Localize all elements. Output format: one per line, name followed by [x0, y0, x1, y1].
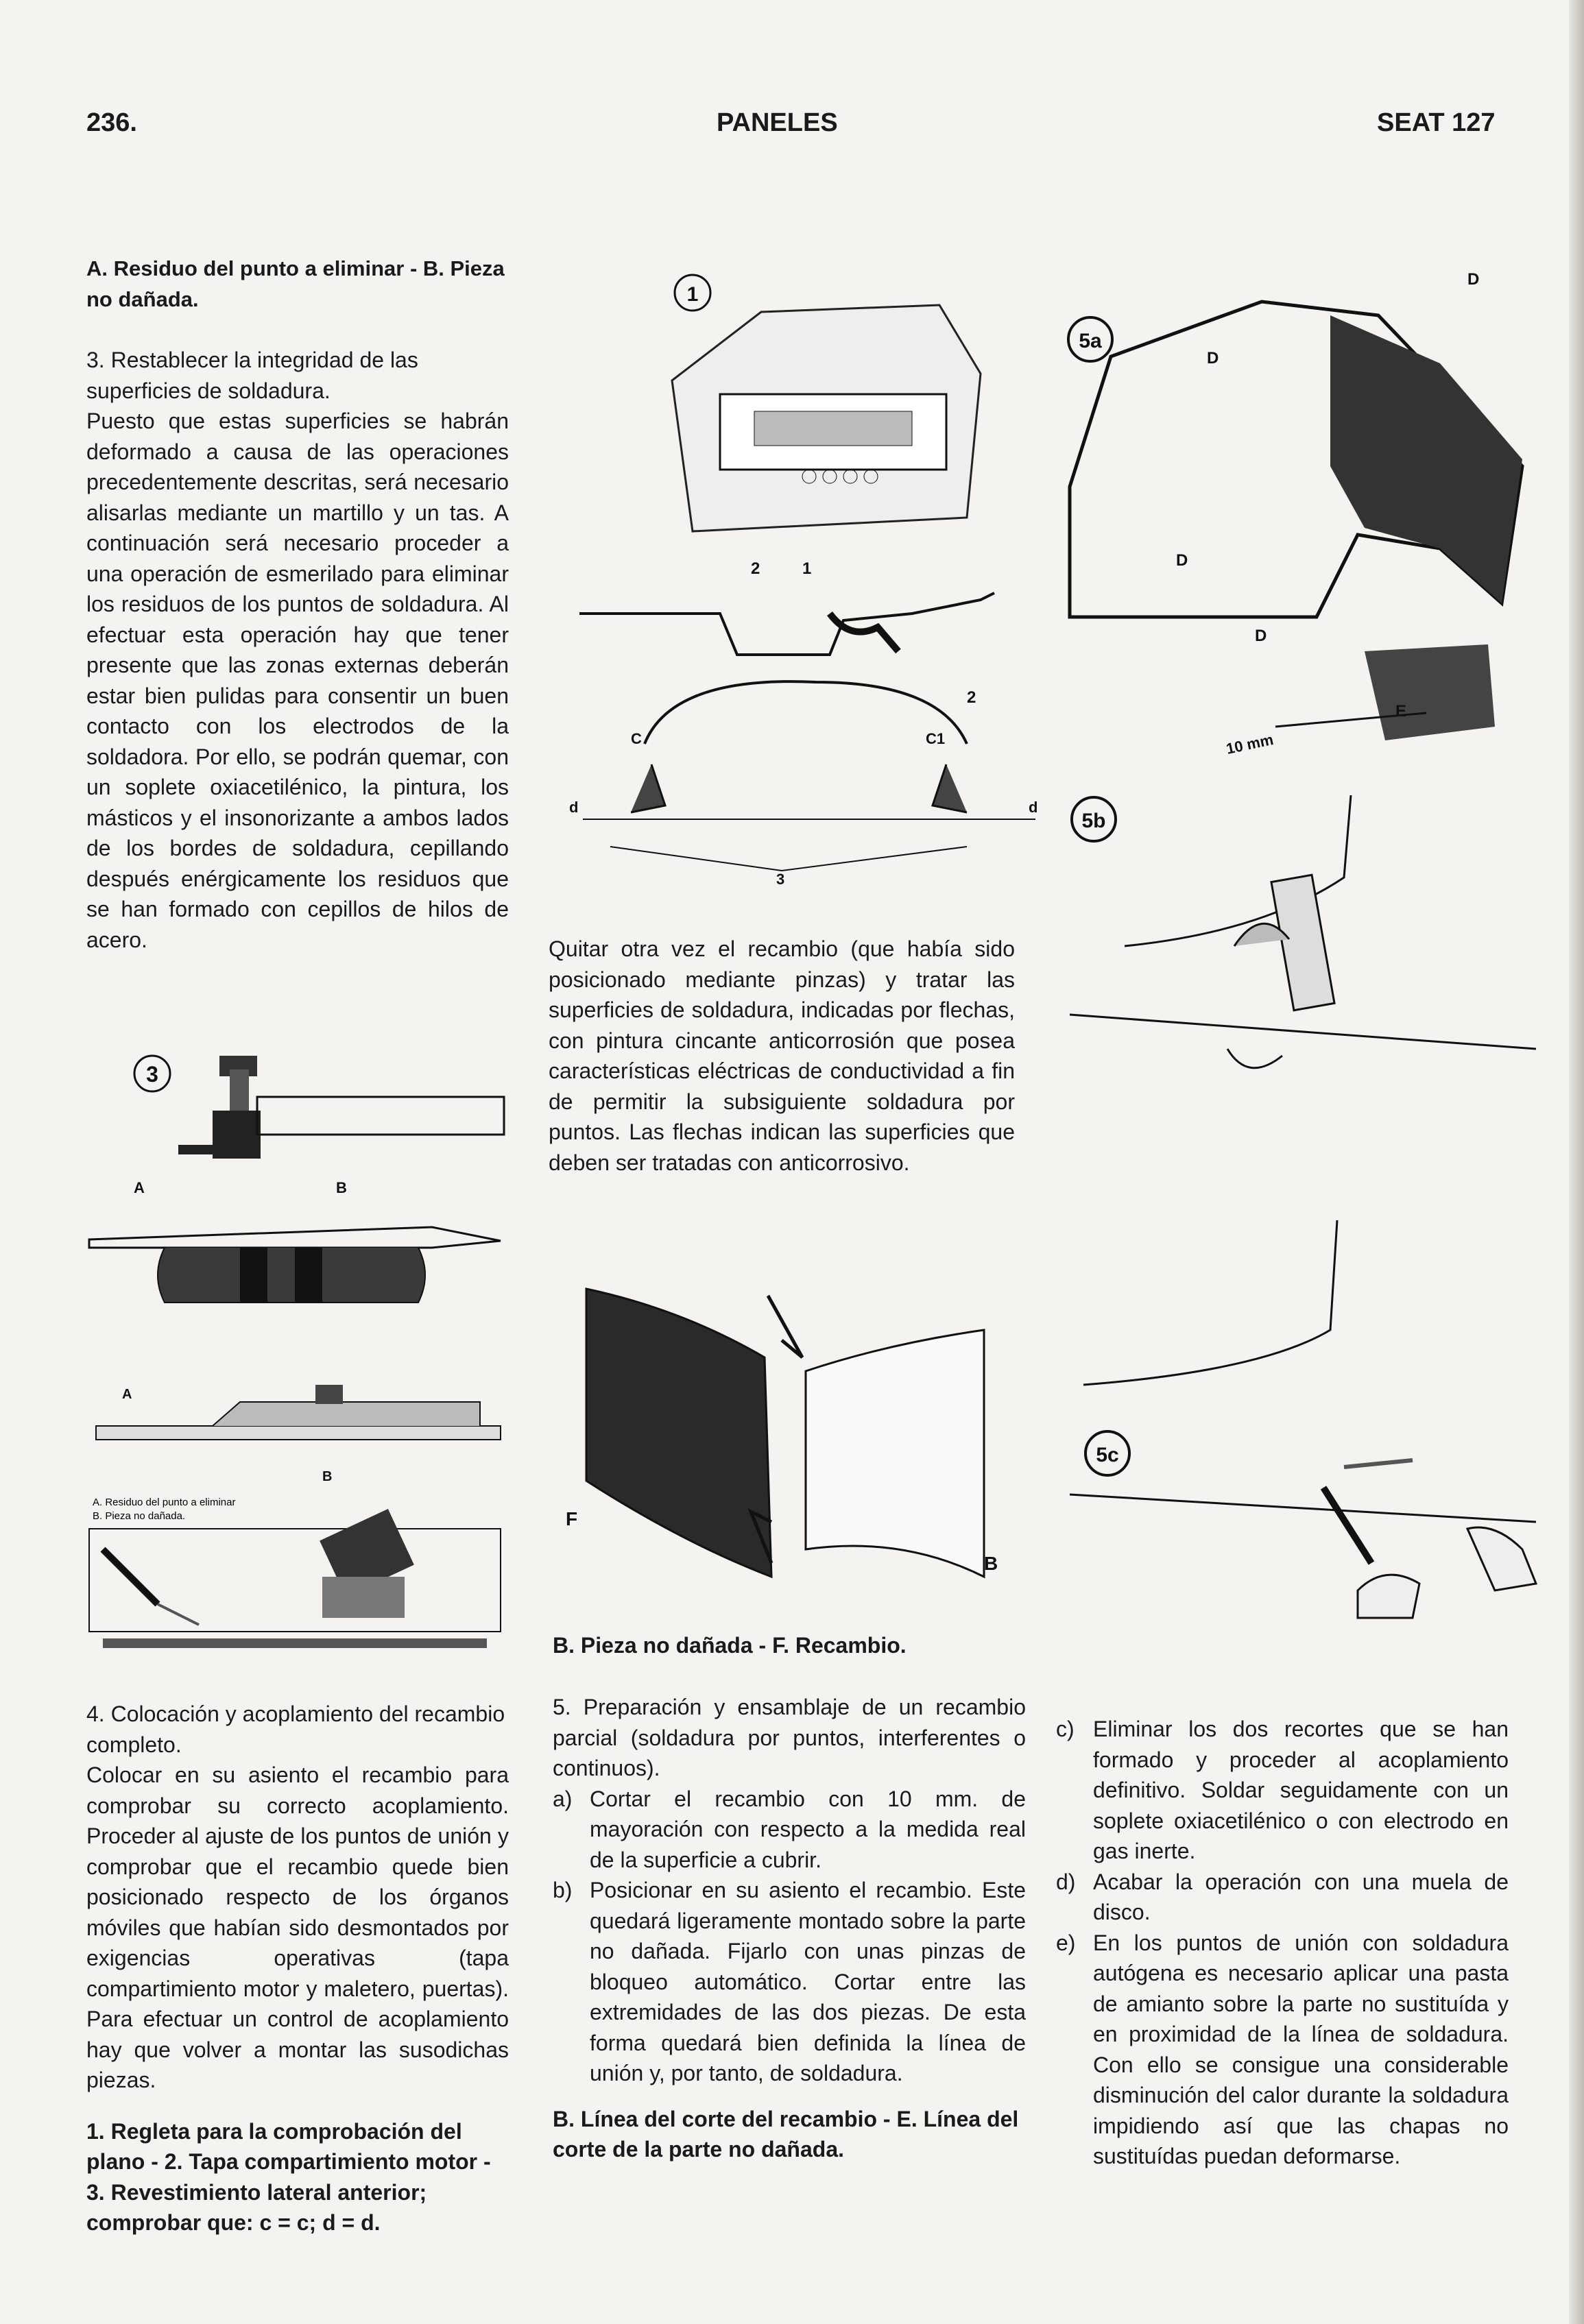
- caption-top: A. Residuo del punto a eliminar - B. Pieza no dañada.: [86, 256, 505, 311]
- model-name: SEAT 127: [1377, 108, 1496, 137]
- step3-title: 3. Restablecer la integridad de las superficies de soldadura.: [86, 348, 418, 403]
- undamaged-panel: [806, 1330, 984, 1577]
- brush-torch-illustration: [89, 1509, 501, 1648]
- fig3-label-b2: B: [322, 1469, 333, 1484]
- step5-title: 5. Preparación y ensamblaje de un recambio parcial (soldadura por puntos, interferentes o continuos).: [553, 1695, 1026, 1780]
- fig4-label-2: 2: [751, 559, 760, 578]
- item-text: Acabar la operación con una muela de disco.: [1093, 1869, 1509, 1924]
- figure-3: [75, 1042, 514, 1659]
- fig3-label-a2: A: [122, 1387, 132, 1402]
- list-item: [1056, 1714, 1509, 1867]
- replacement-panel: [586, 1289, 771, 1577]
- fig5a-label-mm: 10 mm: [1224, 730, 1275, 758]
- figure-panels: [545, 1275, 1025, 1604]
- figure-4: [555, 271, 1049, 888]
- item-key: d): [1056, 1869, 1076, 1894]
- fig5a-number: 5a: [1079, 330, 1102, 352]
- step4-title: 4. Colocación y acoplamiento del recambio completo.: [86, 1702, 505, 1757]
- step4-body: Colocar en su asiento el recambio para comprobar su correcto acoplamiento. Proceder al ajuste de los puntos de unión y comprobar que el recambio quede bien posicionado respecto de los órganos móviles que habían sido desmontados por exigencias operativas (tapa compartimiento motor y maletero, puertas). Para efectuar un control de acoplamiento hay que volver a montar las susodichas piezas.: [86, 1763, 509, 2092]
- item-text: En los puntos de unión con soldadura autógena es necesario aplicar una pasta de amianto sobre la parte no sustituída y en proximidad de la línea de soldadura. Con ello se consigue una considerable disminución del calor durante la soldadura impidiendo así que las chapas no sustituídas puedan deformarse.: [1093, 1930, 1509, 2168]
- list-item: [553, 1784, 1026, 1876]
- step3-body: Puesto que estas superficies se habrán deformado a causa de las operaciones precedentemente descritas, será necesario alisarlas mediante un martillo y un tas. A continuación será necesario proceder a una operación de esmerilado para eliminar los residuos de los puntos de soldadura. Al efectuar esta operación hay que tener presente que las zonas externas deberán estar bien pulidas para consentir un buen contacto con los electrodos de la soldadora. Por ello, se podrán quemar, con un soplete oxiacetilénico, la pintura, los másticos y el insonorizante a ambos lados de los bordes de soldadura, cepillando después enérgicamente los residuos que se han formado con cepillos de hilos de acero.: [86, 409, 509, 952]
- fig3-legend-a: A. Residuo del punto a eliminar: [93, 1497, 236, 1508]
- right-item-list: [1056, 1714, 1509, 2172]
- fig5b-number: 5b: [1081, 810, 1106, 832]
- fig5a-label-d-left: D: [1176, 551, 1188, 570]
- list-item: [1056, 1928, 1509, 2172]
- figure-5: [1056, 261, 1557, 1625]
- arrow-top-icon: [768, 1296, 802, 1357]
- fig3-label-a: A: [134, 1179, 145, 1196]
- middle-column-bottom: [553, 1692, 1026, 2165]
- fig4-label-d1: d: [1029, 799, 1038, 816]
- middle-paragraph: Quitar otra vez el recambio (que había sido posicionado mediante pinzas) y tratar las superficies de soldadura, indicadas por flechas, con pintura cincante anticorrosión que posea características eléctricas de conductividad a fin de permitir la subsiguiente soldadura por puntos. Las flechas indican las superficies que deben ser tratadas con anticorrosivo.: [549, 936, 1015, 1175]
- item-key: e): [1056, 1930, 1076, 1955]
- fig3-label-b: B: [336, 1179, 347, 1196]
- fig5c-number: 5c: [1096, 1444, 1119, 1466]
- fig3-number: 3: [146, 1062, 158, 1087]
- fig4-label-3: 3: [776, 871, 785, 888]
- caption-bottom-middle: B. Línea del corte del recambio - E. Línea del corte de la parte no dañada.: [553, 2106, 1019, 2162]
- page-number: 236.: [86, 108, 137, 137]
- item-key: b): [553, 1878, 573, 1902]
- car-front-illustration: [672, 305, 981, 531]
- fig5a-label-d-top: D: [1467, 270, 1480, 289]
- fig4-label-d: d: [569, 799, 579, 816]
- item-text: Posicionar en su asiento el recambio. Este quedará ligeramente montado sobre la parte no dañada. Fijarlo con unas pinzas de bloqueo automático. Cortar entre las extremidades de las dos piezas. De esta forma quedará bien definida la línea de unión y, por tanto, de soldadura.: [590, 1878, 1026, 2085]
- fig4-label-2b: 2: [967, 688, 976, 707]
- panel-caption-box: [553, 1630, 1026, 1661]
- left-column-top: [86, 254, 509, 955]
- panel-label-b: B: [984, 1553, 998, 1574]
- middle-item-list: [553, 1784, 1026, 2089]
- page-edge: [1569, 0, 1584, 2324]
- fig4-label-c: C: [631, 730, 642, 747]
- caption-bottom-left: 1. Regleta para la comprobación del plano - 2. Tapa compartimiento motor - 3. Revestimiento lateral anterior; comprobar que: c = c; d = d.: [86, 2118, 491, 2235]
- left-column-bottom: [86, 1699, 509, 2238]
- item-key: a): [553, 1786, 573, 1811]
- panel-caption: B. Pieza no dañada - F. Recambio.: [553, 1633, 907, 1658]
- right-column-bottom: [1056, 1714, 1509, 2172]
- panel-label-f: F: [566, 1508, 578, 1529]
- item-key: c): [1056, 1717, 1075, 1741]
- list-item: [1056, 1867, 1509, 1928]
- fig3-legend-b: B. Pieza no dañada.: [93, 1510, 186, 1522]
- fig4-label-1: 1: [802, 559, 812, 578]
- fig5a-label-d-inner: D: [1207, 349, 1219, 367]
- car-side-5a-illustration: [1070, 302, 1522, 740]
- section-title: PANELES: [717, 108, 838, 137]
- middle-text-body: [549, 934, 1015, 1178]
- fig5a-label-e: E: [1395, 702, 1407, 721]
- hammer-illustration: [178, 1056, 504, 1159]
- item-text: Cortar el recambio con 10 mm. de mayoración con respecto a la medida real de la superficie a cubrir.: [590, 1786, 1026, 1872]
- fig4-number: 1: [686, 283, 699, 306]
- fig4-label-c1: C1: [926, 730, 946, 747]
- list-item: [553, 1875, 1026, 2089]
- item-text: Eliminar los dos recortes que se han formado y proceder al acoplamiento definitivo. Soldar seguidamente con un soplete oxiacetilénico o con electrodo en gas inerte.: [1093, 1717, 1509, 1863]
- welding-5b-illustration: [1070, 795, 1536, 1068]
- fig5a-label-d-low: D: [1255, 627, 1267, 645]
- welding-5c-illustration: [1070, 1220, 1536, 1618]
